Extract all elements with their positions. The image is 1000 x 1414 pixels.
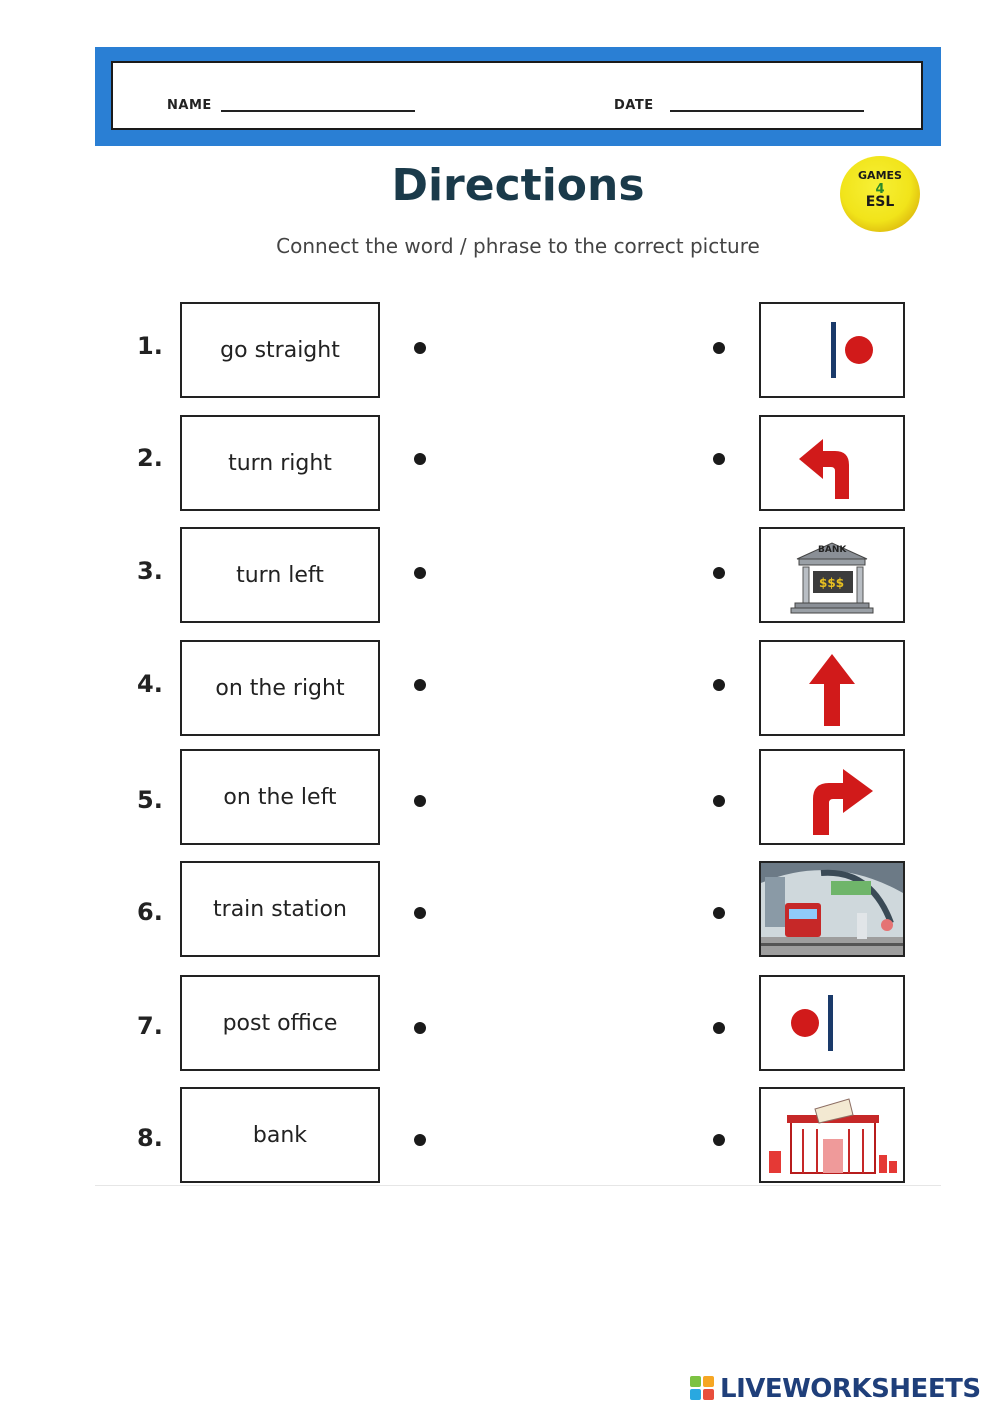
- picture-box[interactable]: [759, 1087, 905, 1183]
- word-box[interactable]: [180, 527, 380, 623]
- turn-left-arrow-icon: [761, 417, 903, 509]
- right-connect-dot[interactable]: [713, 1022, 725, 1034]
- page-title: Directions: [391, 160, 645, 211]
- bank-sign-text: BANK: [818, 545, 847, 555]
- post-office-building-icon: [761, 1089, 903, 1181]
- right-connect-dot[interactable]: [713, 907, 725, 919]
- item-number: 4.: [137, 670, 163, 698]
- word-label: train station: [213, 896, 347, 922]
- bank-money-text: $$$: [819, 576, 845, 590]
- liveworksheets-brand[interactable]: [690, 1374, 981, 1404]
- picture-box[interactable]: [759, 975, 905, 1071]
- picture-box[interactable]: [759, 861, 905, 957]
- train-station-image: [761, 863, 903, 955]
- left-connect-dot[interactable]: [414, 795, 426, 807]
- left-connect-dot[interactable]: [414, 342, 426, 354]
- picture-box[interactable]: [759, 302, 905, 398]
- item-number: 8.: [137, 1124, 163, 1152]
- left-connect-dot[interactable]: [414, 1022, 426, 1034]
- word-box[interactable]: [180, 302, 380, 398]
- word-box[interactable]: [180, 415, 380, 511]
- picture-box[interactable]: [759, 527, 905, 623]
- logo-text-4: 4: [875, 182, 885, 197]
- picture-box[interactable]: [759, 415, 905, 511]
- item-number: 6.: [137, 898, 163, 926]
- logo-text-esl: ESL: [865, 194, 895, 210]
- left-connect-dot[interactable]: [414, 907, 426, 919]
- line-dot-icon: [761, 304, 903, 396]
- picture-box[interactable]: [759, 749, 905, 845]
- straight-arrow-icon: [761, 642, 903, 734]
- word-label: post office: [222, 1010, 338, 1036]
- item-number: 5.: [137, 786, 163, 814]
- picture-box[interactable]: [759, 640, 905, 736]
- dot-line-icon: [761, 977, 903, 1069]
- bank-building-icon: [761, 529, 903, 621]
- word-label: turn right: [228, 450, 332, 476]
- name-label: NAME: [167, 98, 212, 113]
- right-connect-dot[interactable]: [713, 679, 725, 691]
- brand-text: LIVEWORKSHEETS: [720, 1374, 981, 1404]
- item-number: 1.: [137, 332, 163, 360]
- item-number: 7.: [137, 1012, 163, 1040]
- header-box: [111, 61, 923, 130]
- right-connect-dot[interactable]: [713, 453, 725, 465]
- date-field-line[interactable]: [670, 110, 864, 112]
- left-connect-dot[interactable]: [414, 567, 426, 579]
- word-label: turn left: [236, 562, 324, 588]
- word-box[interactable]: [180, 640, 380, 736]
- item-number: 3.: [137, 557, 163, 585]
- word-box[interactable]: [180, 1087, 380, 1183]
- logo-text-games: GAMES: [858, 169, 902, 182]
- left-connect-dot[interactable]: [414, 1134, 426, 1146]
- word-label: on the right: [215, 675, 345, 701]
- footer-divider: [95, 1185, 941, 1186]
- games4esl-logo: [840, 156, 920, 232]
- right-connect-dot[interactable]: [713, 1134, 725, 1146]
- left-connect-dot[interactable]: [414, 453, 426, 465]
- instructions: Connect the word / phrase to the correct picture: [276, 234, 760, 258]
- word-box[interactable]: [180, 749, 380, 845]
- date-label: DATE: [614, 98, 654, 113]
- right-connect-dot[interactable]: [713, 567, 725, 579]
- left-connect-dot[interactable]: [414, 679, 426, 691]
- right-connect-dot[interactable]: [713, 342, 725, 354]
- word-label: on the left: [223, 784, 337, 810]
- name-field-line[interactable]: [221, 110, 415, 112]
- turn-right-arrow-icon: [761, 751, 903, 843]
- item-number: 2.: [137, 444, 163, 472]
- word-label: bank: [252, 1122, 308, 1148]
- word-box[interactable]: [180, 861, 380, 957]
- word-box[interactable]: [180, 975, 380, 1071]
- word-label: go straight: [220, 337, 340, 363]
- right-connect-dot[interactable]: [713, 795, 725, 807]
- liveworksheets-logo-icon: [690, 1376, 716, 1402]
